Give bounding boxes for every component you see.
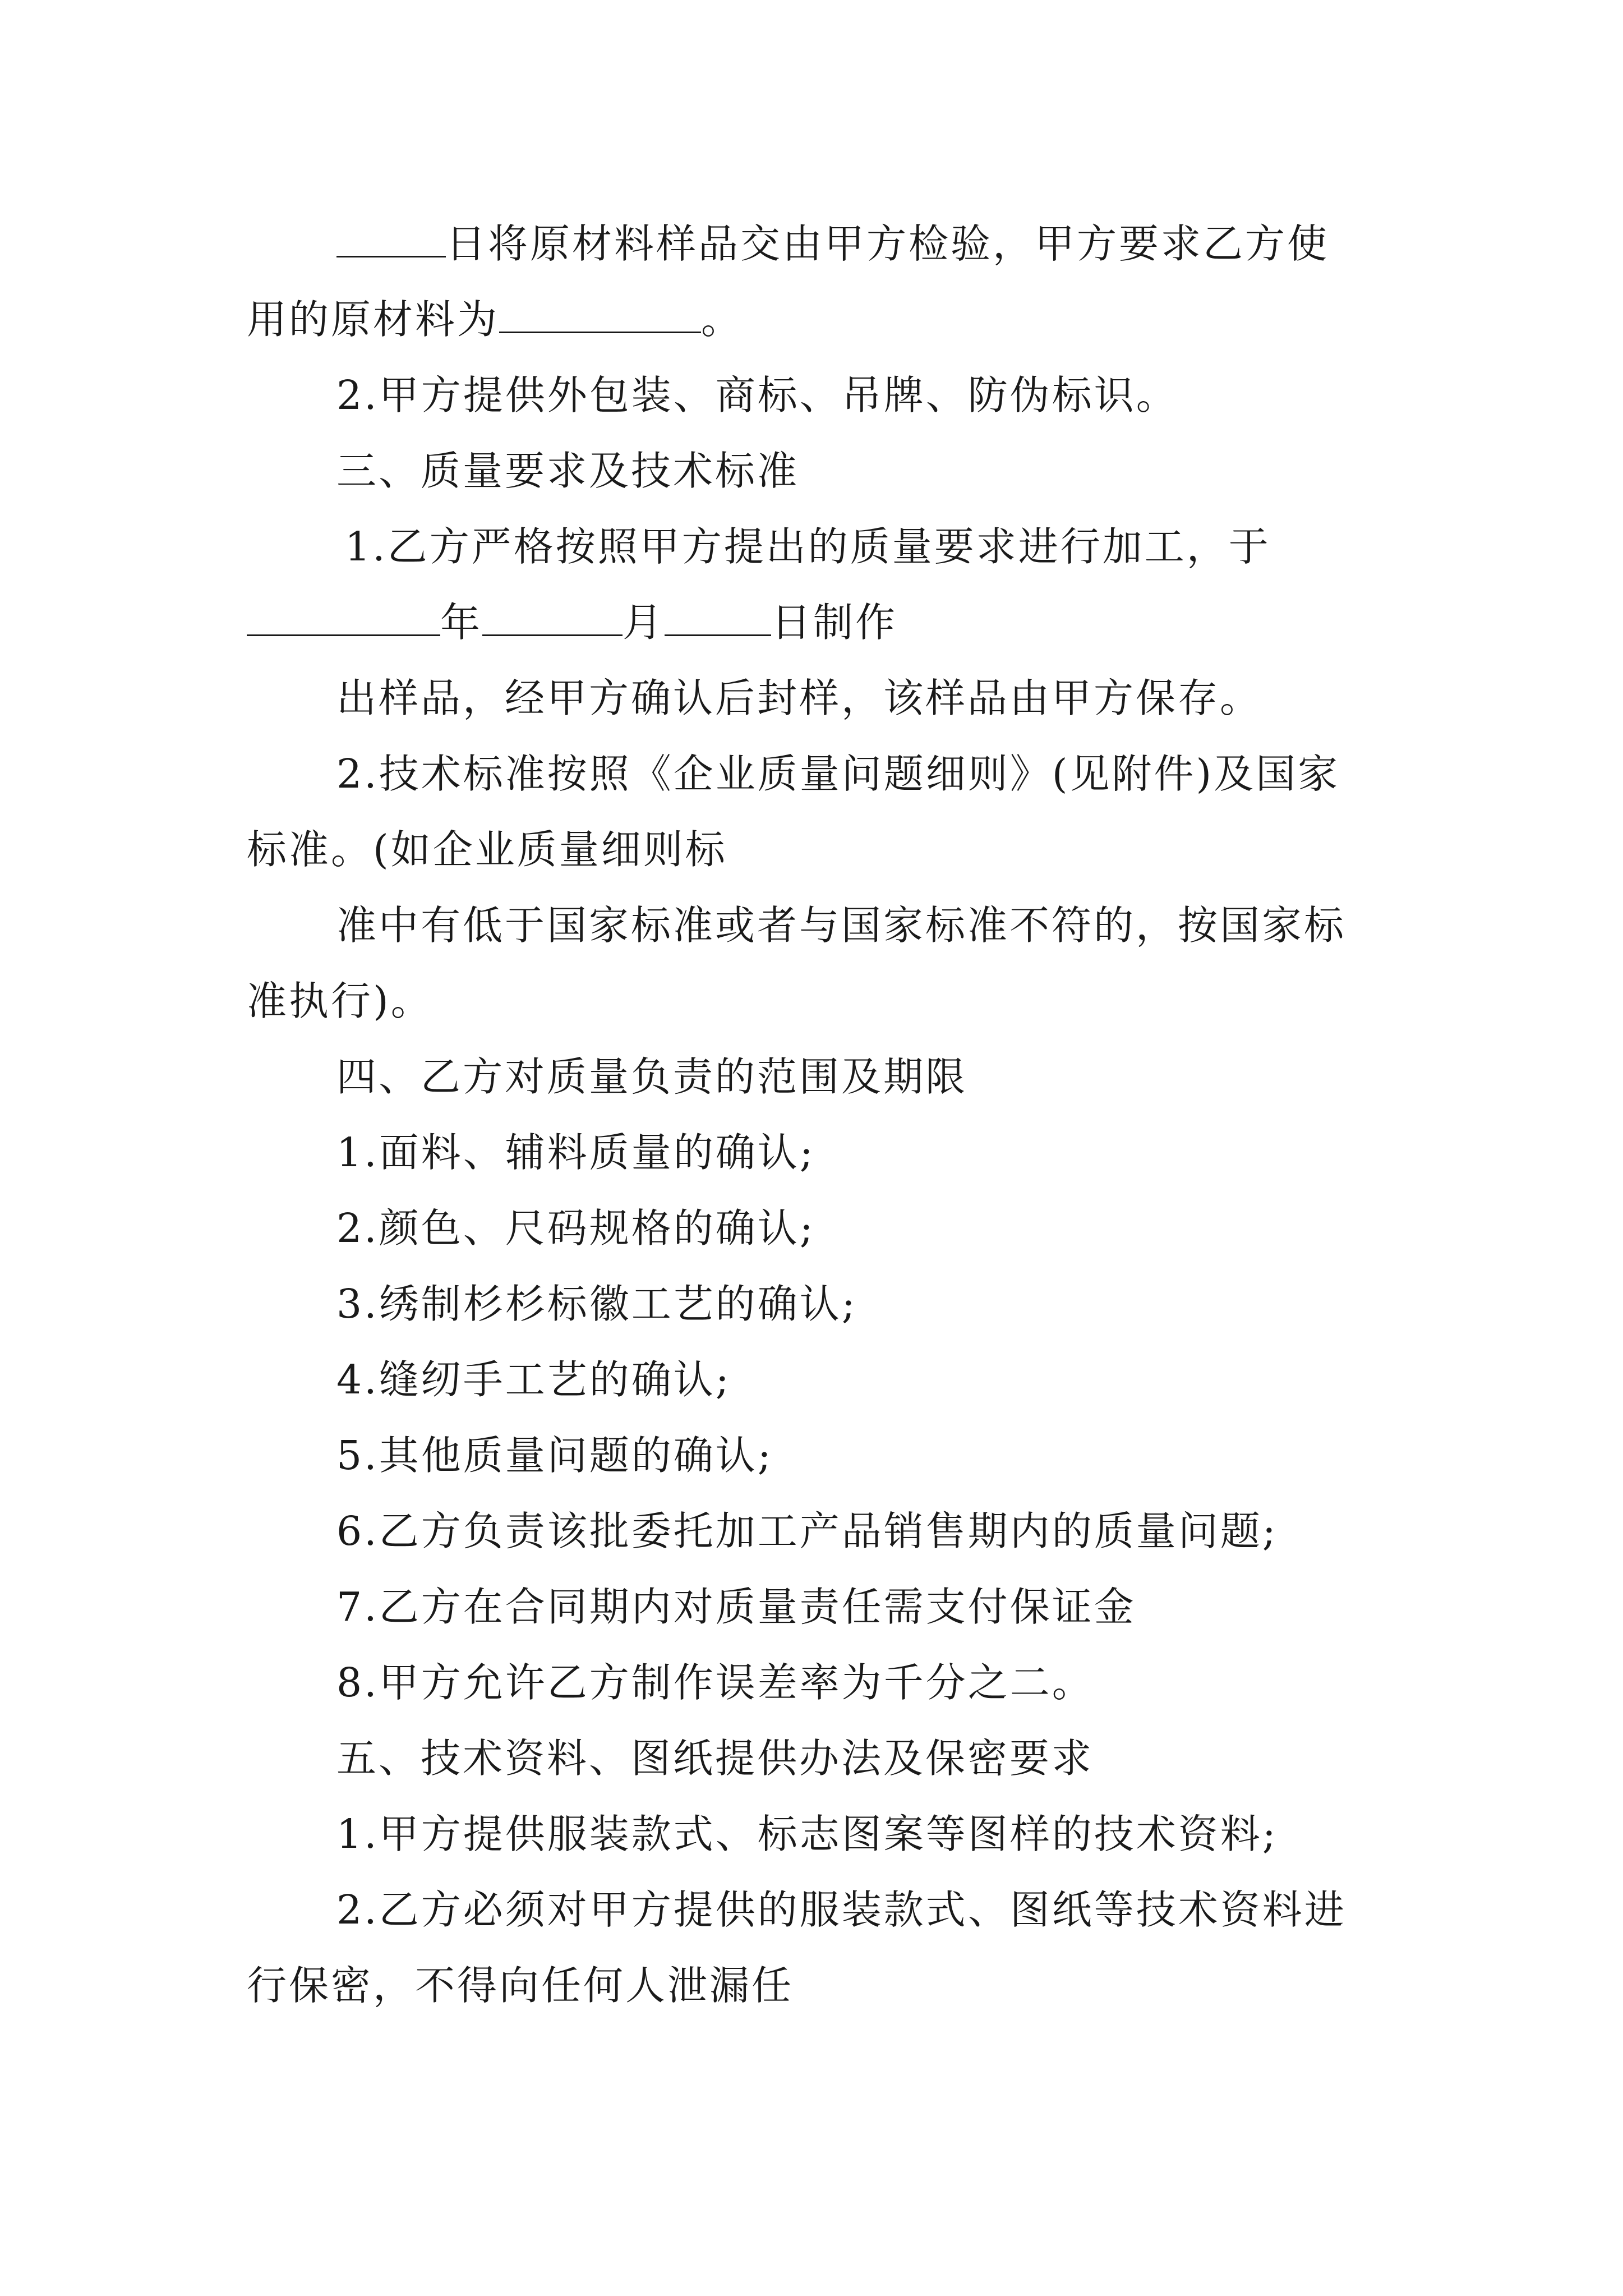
text-segment: 日将原材料样品交由甲方检验，甲方要求乙方使 <box>446 220 1330 267</box>
text-segment: 4.缝纫手工艺的确认; <box>336 1356 731 1403</box>
list-item <box>336 1503 1385 1559</box>
fill-in-blank <box>336 221 446 257</box>
text-segment: 。 <box>701 296 744 343</box>
list-item <box>336 1276 1385 1332</box>
text-line-2 <box>247 292 1385 348</box>
list-item <box>336 1882 1385 1938</box>
fill-in-blank <box>482 600 623 636</box>
text-segment: 7.乙方在合同期内对质量责任需支付保证金 <box>336 1584 1136 1630</box>
text-segment: 四、乙方对质量负责的范围及期限 <box>336 1053 968 1100</box>
list-item <box>336 1579 1385 1635</box>
text-line-9 <box>247 822 1385 878</box>
text-segment: 准执行)。 <box>247 978 433 1024</box>
text-line-6 <box>247 595 1385 651</box>
list-item <box>336 1200 1385 1257</box>
text-line-3 <box>336 367 1385 424</box>
text-segment: 月 <box>623 599 665 646</box>
text-line-11 <box>247 973 1385 1029</box>
section-heading-4 <box>336 1049 1385 1105</box>
list-item <box>336 1806 1385 1862</box>
text-segment: 用的原材料为 <box>247 296 500 343</box>
text-line-5 <box>345 519 1385 575</box>
text-segment: 1.甲方提供服装款式、标志图案等图样的技术资料; <box>336 1811 1278 1857</box>
text-segment: 2.甲方提供外包装、商标、吊牌、防伪标识。 <box>336 372 1178 418</box>
text-line-1 <box>336 216 1385 272</box>
text-segment: 1.乙方严格按照甲方提出的质量要求进行加工，于 <box>345 523 1271 570</box>
list-item <box>336 1125 1385 1181</box>
text-segment: 3.绣制杉杉标徽工艺的确认; <box>336 1281 857 1327</box>
text-segment: 出样品，经甲方确认后封样，该样品由甲方保存。 <box>336 675 1262 721</box>
text-segment: 准中有低于国家标准或者与国家标准不符的，按国家标 <box>336 902 1347 949</box>
fill-in-blank <box>665 600 771 636</box>
text-line-24 <box>247 1958 1385 2014</box>
text-segment: 2.颜色、尺码规格的确认; <box>336 1205 815 1251</box>
text-segment: 三、质量要求及技术标准 <box>336 448 800 494</box>
text-segment: 2.技术标准按照《企业质量问题细则》(见附件)及国家 <box>336 751 1340 797</box>
text-segment: 五、技术资料、图纸提供办法及保密要求 <box>336 1735 1094 1782</box>
text-segment: 8.甲方允许乙方制作误差率为千分之二。 <box>336 1659 1094 1706</box>
list-item <box>336 1655 1385 1711</box>
text-segment: 标准。(如企业质量细则标 <box>247 826 727 873</box>
text-segment: 2.乙方必须对甲方提供的服装款式、图纸等技术资料进 <box>336 1887 1347 1933</box>
text-segment: 年 <box>440 599 483 646</box>
text-line-8 <box>336 746 1385 802</box>
text-segment: 行保密，不得向任何人泄漏任 <box>247 1962 794 2009</box>
text-segment: 1.面料、辅料质量的确认; <box>336 1129 815 1176</box>
text-segment: 6.乙方负责该批委托加工产品销售期内的质量问题; <box>336 1508 1278 1554</box>
section-heading-3 <box>336 443 1385 499</box>
text-line-7 <box>336 670 1385 726</box>
text-line-10 <box>336 898 1385 954</box>
list-item <box>336 1428 1385 1484</box>
text-segment: 日制作 <box>771 599 898 646</box>
section-heading-5 <box>336 1731 1385 1787</box>
text-segment: 5.其他质量问题的确认; <box>336 1432 773 1479</box>
list-item <box>336 1352 1385 1408</box>
fill-in-blank <box>247 600 440 636</box>
fill-in-blank <box>499 297 701 333</box>
